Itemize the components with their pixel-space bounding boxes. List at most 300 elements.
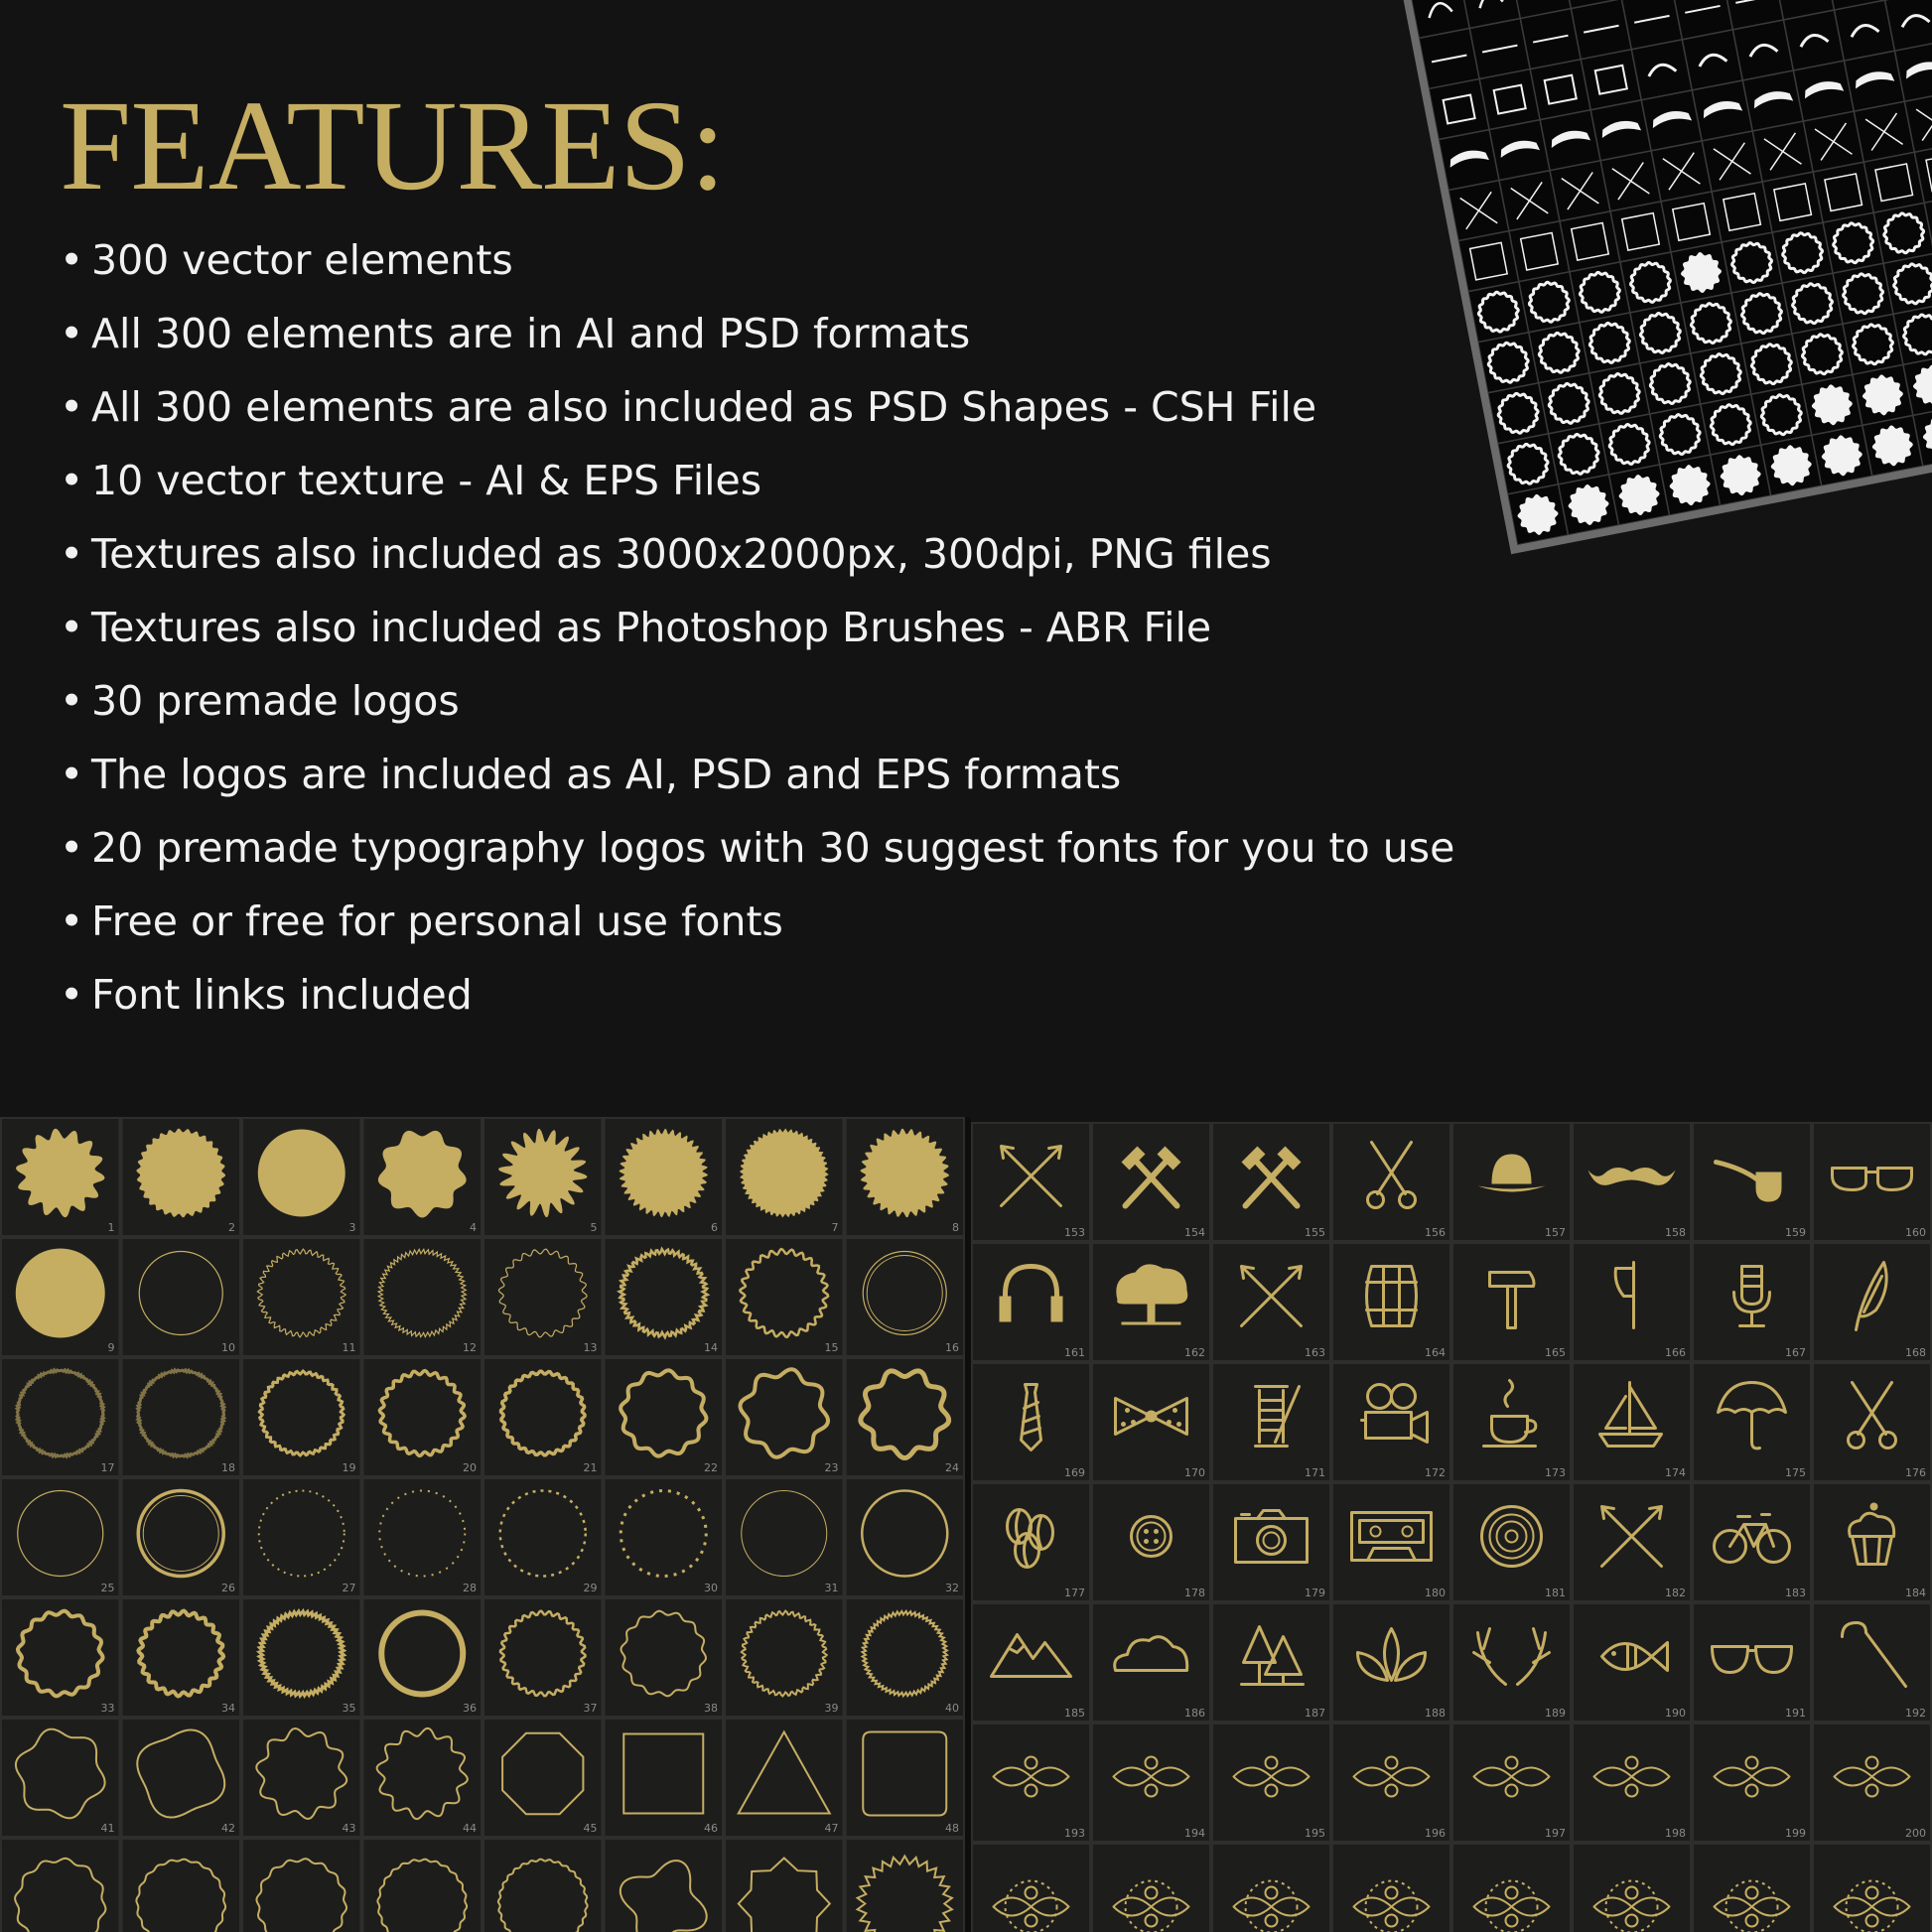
preview-cell bbox=[1600, 151, 1661, 211]
icon-cell bbox=[1693, 1243, 1811, 1361]
preview-cell bbox=[1549, 424, 1609, 484]
feature-item: • The logos are included as AI, PSD and EPS formats bbox=[60, 751, 1122, 798]
preview-cell bbox=[1488, 383, 1549, 444]
badge-cell bbox=[242, 1719, 361, 1837]
preview-cell bbox=[1589, 363, 1650, 424]
icon-number: 176 bbox=[1905, 1466, 1926, 1479]
preview-cell bbox=[1520, 9, 1581, 69]
feature-item: • 30 premade logos bbox=[60, 677, 460, 725]
icon-cell bbox=[1693, 1123, 1811, 1241]
icon-cell bbox=[1573, 1724, 1691, 1842]
badge-cell bbox=[605, 1358, 724, 1476]
badge-cell bbox=[1, 1598, 120, 1717]
preview-cell bbox=[1429, 79, 1489, 140]
icon-number: 159 bbox=[1785, 1226, 1806, 1239]
bow-tie-icon bbox=[1173, 1408, 1177, 1413]
preview-cell bbox=[1610, 202, 1671, 262]
bow-tie-icon bbox=[1125, 1408, 1130, 1413]
badge-cell bbox=[725, 1118, 844, 1236]
icon-cell bbox=[972, 1123, 1090, 1241]
badge-cell bbox=[725, 1598, 844, 1717]
icon-cell bbox=[1813, 1724, 1931, 1842]
preview-cell bbox=[1833, 263, 1893, 324]
preview-cell bbox=[1498, 434, 1559, 494]
icon-cell bbox=[972, 1243, 1090, 1361]
icon-cell bbox=[1092, 1483, 1210, 1601]
badge-number: 13 bbox=[583, 1341, 598, 1354]
icon-cell bbox=[1693, 1483, 1811, 1601]
badge-cell bbox=[483, 1478, 603, 1596]
icon-number: 192 bbox=[1905, 1707, 1926, 1720]
badge-cell bbox=[242, 1238, 361, 1356]
feature-item: • Font links included bbox=[60, 971, 473, 1019]
preview-cell bbox=[1640, 353, 1701, 414]
preview-cell bbox=[1509, 221, 1570, 282]
preview-cell bbox=[1571, 0, 1631, 60]
icon-cell bbox=[1092, 1844, 1210, 1932]
preview-cell bbox=[1863, 152, 1924, 212]
icon-number: 157 bbox=[1545, 1226, 1566, 1239]
badge-cell bbox=[363, 1238, 483, 1356]
preview-cell bbox=[1609, 465, 1670, 525]
badge-cell bbox=[725, 1478, 844, 1596]
feature-item: • 300 vector elements bbox=[60, 236, 513, 284]
icon-cell bbox=[1813, 1844, 1931, 1932]
preview-cell bbox=[1812, 425, 1872, 485]
preview-cell bbox=[1540, 110, 1600, 171]
badge-number: 3 bbox=[348, 1221, 356, 1234]
icon-number: 185 bbox=[1064, 1707, 1085, 1720]
icon-cell bbox=[1092, 1603, 1210, 1722]
badge-number: 19 bbox=[342, 1461, 356, 1474]
icon-cell bbox=[1212, 1123, 1330, 1241]
button-icon bbox=[1144, 1539, 1149, 1544]
shapes-preview-frame bbox=[1390, 0, 1932, 554]
badge-number: 25 bbox=[100, 1582, 115, 1594]
feature-item: • All 300 elements are also included as PSD Shapes - CSH File bbox=[60, 383, 1317, 431]
icon-number: 153 bbox=[1064, 1226, 1085, 1239]
preview-cell bbox=[1651, 141, 1712, 202]
icon-cell bbox=[972, 1483, 1090, 1601]
icon-number: 193 bbox=[1064, 1827, 1085, 1840]
icon-cell bbox=[1452, 1603, 1571, 1722]
preview-cell bbox=[1844, 51, 1904, 111]
preview-cell bbox=[1539, 373, 1599, 434]
preview-cell bbox=[1863, 415, 1923, 476]
badge-number: 7 bbox=[831, 1221, 839, 1234]
badge-shapes-svg bbox=[0, 1117, 965, 1932]
icon-cell bbox=[1332, 1724, 1450, 1842]
icon-cell bbox=[1092, 1243, 1210, 1361]
badge-cell bbox=[605, 1719, 724, 1837]
preview-cell bbox=[1761, 435, 1822, 495]
badge-number: 41 bbox=[100, 1822, 115, 1835]
preview-cell bbox=[1853, 364, 1913, 425]
button-icon bbox=[1154, 1539, 1159, 1544]
badge-number: 17 bbox=[100, 1461, 115, 1474]
icon-number: 156 bbox=[1425, 1226, 1446, 1239]
icon-cell bbox=[1332, 1243, 1450, 1361]
preview-cell bbox=[1802, 374, 1863, 435]
icon-number: 180 bbox=[1425, 1587, 1446, 1599]
badge-cell bbox=[483, 1719, 603, 1837]
icon-cell bbox=[1573, 1844, 1691, 1932]
icon-cell bbox=[1813, 1483, 1931, 1601]
preview-cell bbox=[1469, 19, 1530, 79]
preview-cell bbox=[1752, 121, 1813, 182]
badge-number: 18 bbox=[221, 1461, 235, 1474]
icon-number: 178 bbox=[1184, 1587, 1205, 1599]
preview-cell bbox=[1682, 30, 1742, 90]
badge-cell bbox=[605, 1598, 724, 1717]
badge-shape bbox=[16, 1249, 105, 1338]
bow-tie-icon bbox=[1131, 1420, 1136, 1425]
badge-number: 40 bbox=[945, 1702, 959, 1715]
preview-cell bbox=[1782, 273, 1843, 334]
badge-number: 14 bbox=[704, 1341, 718, 1354]
preview-cell bbox=[1530, 60, 1590, 120]
badge-number: 42 bbox=[221, 1822, 235, 1835]
badge-cell bbox=[605, 1839, 724, 1932]
preview-cell bbox=[1478, 333, 1539, 393]
badge-cell bbox=[846, 1598, 965, 1717]
icon-cell bbox=[1212, 1603, 1330, 1722]
icon-number: 177 bbox=[1064, 1587, 1085, 1599]
icon-number: 164 bbox=[1425, 1346, 1446, 1359]
preview-cell bbox=[1722, 232, 1782, 293]
cupcake-icon bbox=[1870, 1503, 1878, 1511]
badge-number: 39 bbox=[824, 1702, 839, 1715]
preview-cell bbox=[1631, 40, 1692, 100]
badge-number: 44 bbox=[463, 1822, 477, 1835]
badge-number: 21 bbox=[583, 1461, 598, 1474]
badge-cell bbox=[725, 1719, 844, 1837]
preview-cell bbox=[1742, 70, 1803, 131]
icon-number: 187 bbox=[1305, 1707, 1325, 1720]
icon-shapes-grid bbox=[971, 1122, 1932, 1932]
icon-number: 171 bbox=[1305, 1466, 1325, 1479]
icon-number: 196 bbox=[1425, 1827, 1446, 1840]
bow-tie-icon bbox=[1176, 1422, 1181, 1427]
badge-cell bbox=[846, 1719, 965, 1837]
icon-cell bbox=[972, 1844, 1090, 1932]
badge-cell bbox=[605, 1118, 724, 1236]
preview-cell bbox=[1835, 0, 1895, 61]
icon-number: 197 bbox=[1545, 1827, 1566, 1840]
icon-cell bbox=[1212, 1724, 1330, 1842]
badge-cell bbox=[483, 1598, 603, 1717]
preview-cell bbox=[1581, 50, 1641, 110]
badge-cell bbox=[1, 1839, 120, 1932]
badge-number: 43 bbox=[342, 1822, 356, 1835]
badge-cell bbox=[1, 1358, 120, 1476]
icon-cell bbox=[1573, 1243, 1691, 1361]
preview-cell bbox=[1620, 252, 1681, 313]
preview-cell bbox=[1731, 283, 1792, 344]
icon-number: 172 bbox=[1425, 1466, 1446, 1479]
icon-number: 166 bbox=[1665, 1346, 1686, 1359]
icon-cell bbox=[1332, 1844, 1450, 1932]
icon-cell bbox=[1573, 1483, 1691, 1601]
icon-cell bbox=[1092, 1363, 1210, 1481]
icon-cell bbox=[1212, 1483, 1330, 1601]
icon-number: 195 bbox=[1305, 1827, 1325, 1840]
icon-number: 174 bbox=[1665, 1466, 1686, 1479]
badge-number: 16 bbox=[945, 1341, 959, 1354]
preview-cell bbox=[1580, 313, 1640, 373]
icon-cell bbox=[1693, 1363, 1811, 1481]
icon-number: 155 bbox=[1305, 1226, 1325, 1239]
icon-number: 173 bbox=[1545, 1466, 1566, 1479]
preview-cell bbox=[1519, 272, 1580, 333]
preview-cell bbox=[1692, 80, 1752, 141]
badge-cell bbox=[483, 1118, 603, 1236]
icon-number: 168 bbox=[1905, 1346, 1926, 1359]
badge-number: 20 bbox=[463, 1461, 477, 1474]
preview-cell bbox=[1630, 303, 1691, 363]
icon-number: 199 bbox=[1785, 1827, 1806, 1840]
icon-cell bbox=[1092, 1123, 1210, 1241]
badge-number: 15 bbox=[824, 1341, 839, 1354]
icon-cell bbox=[1813, 1603, 1931, 1722]
bow-tie-icon bbox=[1167, 1420, 1172, 1425]
preview-cell bbox=[1559, 475, 1619, 535]
icon-cell bbox=[1452, 1363, 1571, 1481]
badge-number: 23 bbox=[824, 1461, 839, 1474]
badge-cell bbox=[846, 1478, 965, 1596]
badge-cell bbox=[122, 1839, 241, 1932]
icon-cell bbox=[1573, 1123, 1691, 1241]
icon-cell bbox=[1332, 1483, 1450, 1601]
preview-cell bbox=[1660, 455, 1721, 515]
badge-cell bbox=[122, 1238, 241, 1356]
badge-number: 27 bbox=[342, 1582, 356, 1594]
badge-cell bbox=[1, 1478, 120, 1596]
badge-number: 35 bbox=[342, 1702, 356, 1715]
icon-number: 186 bbox=[1184, 1707, 1205, 1720]
preview-cell bbox=[1499, 171, 1560, 231]
icon-cell bbox=[1813, 1123, 1931, 1241]
badge-number: 48 bbox=[945, 1822, 959, 1835]
button-icon bbox=[1144, 1529, 1149, 1534]
preview-cell bbox=[1590, 100, 1651, 161]
badge-cell bbox=[242, 1118, 361, 1236]
preview-cell bbox=[1793, 61, 1854, 121]
icon-cell bbox=[1452, 1724, 1571, 1842]
badge-number: 6 bbox=[711, 1221, 718, 1234]
badge-cell bbox=[846, 1839, 965, 1932]
preview-cell bbox=[1843, 314, 1903, 374]
icon-number: 167 bbox=[1785, 1346, 1806, 1359]
preview-cell bbox=[1732, 20, 1793, 80]
badge-number: 2 bbox=[228, 1221, 235, 1234]
preview-cell bbox=[1741, 334, 1802, 394]
badge-number: 26 bbox=[221, 1582, 235, 1594]
preview-cell bbox=[1599, 414, 1660, 475]
badge-number: 33 bbox=[100, 1702, 115, 1715]
badge-cell bbox=[242, 1478, 361, 1596]
badge-cell bbox=[846, 1358, 965, 1476]
badge-shape bbox=[258, 1130, 345, 1217]
preview-cell bbox=[1671, 242, 1731, 303]
badge-number: 45 bbox=[583, 1822, 598, 1835]
badge-cell bbox=[242, 1839, 361, 1932]
icon-number: 158 bbox=[1665, 1226, 1686, 1239]
icon-number: 179 bbox=[1305, 1587, 1325, 1599]
badge-cell bbox=[363, 1478, 483, 1596]
badge-cell bbox=[363, 1118, 483, 1236]
icon-number: 165 bbox=[1545, 1346, 1566, 1359]
badge-number: 29 bbox=[583, 1582, 598, 1594]
badge-number: 1 bbox=[107, 1221, 115, 1234]
feature-item: • Textures also included as Photoshop Brushes - ABR File bbox=[60, 604, 1212, 651]
icon-cell bbox=[1693, 1724, 1811, 1842]
icon-cell bbox=[972, 1603, 1090, 1722]
badge-number: 34 bbox=[221, 1702, 235, 1715]
shapes-preview-grid bbox=[1399, 0, 1932, 545]
preview-cell bbox=[1702, 131, 1762, 192]
feature-item: • Free or free for personal use fonts bbox=[60, 897, 783, 945]
icon-number: 175 bbox=[1785, 1466, 1806, 1479]
icon-number: 181 bbox=[1545, 1587, 1566, 1599]
icon-cell bbox=[1092, 1724, 1210, 1842]
icon-cell bbox=[1332, 1123, 1450, 1241]
button-icon bbox=[1154, 1529, 1159, 1534]
icon-cell bbox=[1452, 1483, 1571, 1601]
icon-cell bbox=[1573, 1363, 1691, 1481]
badge-number: 22 bbox=[704, 1461, 718, 1474]
badge-cell bbox=[122, 1358, 241, 1476]
icon-number: 194 bbox=[1184, 1827, 1205, 1840]
icon-number: 189 bbox=[1545, 1707, 1566, 1720]
icon-number: 162 bbox=[1184, 1346, 1205, 1359]
bow-tie-icon bbox=[1121, 1422, 1126, 1427]
preview-cell bbox=[1570, 262, 1630, 323]
preview-cell bbox=[1751, 384, 1812, 445]
icon-cell bbox=[1452, 1123, 1571, 1241]
preview-cell bbox=[1803, 111, 1863, 172]
badge-cell bbox=[483, 1839, 603, 1932]
badge-shapes-grid bbox=[0, 1117, 965, 1932]
preview-cell bbox=[1641, 90, 1702, 151]
fish-icon bbox=[1611, 1651, 1616, 1656]
icon-number: 163 bbox=[1305, 1346, 1325, 1359]
preview-cell bbox=[1508, 484, 1569, 545]
bow-tie-icon bbox=[1146, 1411, 1158, 1423]
preview-cell bbox=[1468, 282, 1529, 343]
badge-number: 47 bbox=[824, 1822, 839, 1835]
feature-item: • 20 premade typography logos with 30 suggest fonts for you to use bbox=[60, 824, 1455, 872]
feature-list bbox=[60, 230, 1454, 1038]
badge-number: 38 bbox=[704, 1702, 718, 1715]
preview-cell bbox=[1813, 162, 1873, 222]
icon-number: 169 bbox=[1064, 1466, 1085, 1479]
badge-number: 5 bbox=[590, 1221, 598, 1234]
preview-cell bbox=[1823, 212, 1883, 273]
preview-cell bbox=[1691, 344, 1751, 404]
icon-number: 183 bbox=[1785, 1587, 1806, 1599]
icon-cell bbox=[1332, 1603, 1450, 1722]
icon-cell bbox=[1452, 1243, 1571, 1361]
icon-cell bbox=[1212, 1363, 1330, 1481]
badge-cell bbox=[483, 1238, 603, 1356]
badge-cell bbox=[483, 1358, 603, 1476]
icon-number: 198 bbox=[1665, 1827, 1686, 1840]
badge-number: 32 bbox=[945, 1582, 959, 1594]
badge-number: 28 bbox=[463, 1582, 477, 1594]
pipe-icon bbox=[1756, 1173, 1782, 1202]
preview-cell bbox=[1783, 10, 1844, 70]
icon-shapes-svg bbox=[971, 1122, 1932, 1932]
badge-cell bbox=[363, 1839, 483, 1932]
badge-number: 31 bbox=[824, 1582, 839, 1594]
icon-number: 200 bbox=[1905, 1827, 1926, 1840]
preview-cell bbox=[1772, 222, 1833, 283]
preview-cell bbox=[1529, 323, 1589, 383]
badge-cell bbox=[605, 1238, 724, 1356]
preview-cell bbox=[1792, 324, 1853, 384]
badge-cell bbox=[363, 1358, 483, 1476]
badge-number: 36 bbox=[463, 1702, 477, 1715]
badge-cell bbox=[122, 1118, 241, 1236]
preview-cell bbox=[1550, 161, 1610, 221]
feature-item: • All 300 elements are in AI and PSD formats bbox=[60, 310, 971, 357]
preview-cell bbox=[1419, 28, 1479, 88]
preview-cell bbox=[1712, 182, 1772, 242]
badge-cell bbox=[725, 1358, 844, 1476]
icon-cell bbox=[1212, 1844, 1330, 1932]
preview-cell bbox=[1701, 394, 1761, 455]
preview-cell bbox=[1560, 211, 1620, 272]
badge-number: 37 bbox=[583, 1702, 598, 1715]
preview-cell bbox=[1439, 130, 1499, 191]
badge-number: 46 bbox=[704, 1822, 718, 1835]
preview-cell bbox=[1711, 445, 1771, 505]
shapes-preview-panel bbox=[1390, 0, 1932, 554]
badge-cell bbox=[1, 1118, 120, 1236]
badge-number: 24 bbox=[945, 1461, 959, 1474]
badge-cell bbox=[242, 1598, 361, 1717]
badge-cell bbox=[122, 1478, 241, 1596]
preview-cell bbox=[1650, 404, 1711, 465]
badge-cell bbox=[605, 1478, 724, 1596]
badge-number: 4 bbox=[470, 1221, 477, 1234]
badge-cell bbox=[1, 1719, 120, 1837]
badge-number: 10 bbox=[221, 1341, 235, 1354]
preview-cell bbox=[1873, 203, 1932, 263]
icon-number: 161 bbox=[1064, 1346, 1085, 1359]
icon-cell bbox=[972, 1363, 1090, 1481]
badge-number: 30 bbox=[704, 1582, 718, 1594]
icon-cell bbox=[1573, 1603, 1691, 1722]
badge-cell bbox=[363, 1598, 483, 1717]
icon-number: 190 bbox=[1665, 1707, 1686, 1720]
icon-number: 184 bbox=[1905, 1587, 1926, 1599]
badge-number: 9 bbox=[107, 1341, 115, 1354]
preview-cell bbox=[1458, 231, 1519, 292]
icon-number: 154 bbox=[1184, 1226, 1205, 1239]
preview-cell bbox=[1489, 120, 1550, 181]
feature-item: • 10 vector texture - AI & EPS Files bbox=[60, 457, 762, 504]
icon-cell bbox=[1332, 1363, 1450, 1481]
badge-cell bbox=[725, 1839, 844, 1932]
badge-cell bbox=[846, 1118, 965, 1236]
feature-item: • Textures also included as 3000x2000px, 300dpi, PNG files bbox=[60, 530, 1272, 578]
preview-cell bbox=[1661, 192, 1722, 252]
preview-cell bbox=[1762, 172, 1823, 232]
badge-cell bbox=[846, 1238, 965, 1356]
preview-cell bbox=[1449, 181, 1509, 241]
